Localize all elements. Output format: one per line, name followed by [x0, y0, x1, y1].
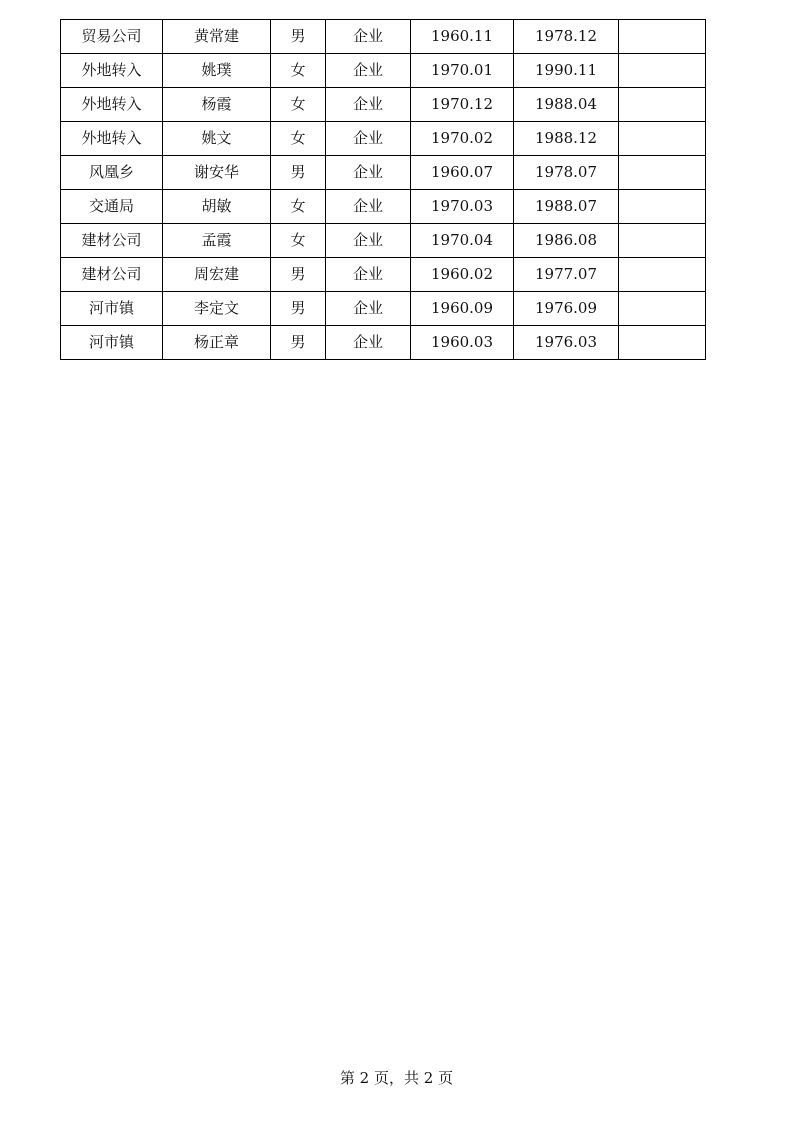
gender-cell: 男 [271, 258, 326, 292]
page-footer: 第 2 页，共 2 页 [339, 1069, 454, 1087]
category-cell: 企业 [326, 88, 411, 122]
work-date-cell: 1978.12 [514, 20, 619, 54]
unit-cell: 河市镇 [61, 326, 163, 360]
birth-date-cell: 1960.02 [411, 258, 514, 292]
remarks-cell [619, 292, 706, 326]
gender-cell: 女 [271, 122, 326, 156]
table-row [61, 122, 706, 156]
name-cell: 姚文 [163, 122, 271, 156]
birth-date-cell: 1970.03 [411, 190, 514, 224]
gender-cell: 男 [271, 292, 326, 326]
unit-cell: 建材公司 [61, 224, 163, 258]
birth-date-cell: 1970.12 [411, 88, 514, 122]
name-cell: 孟霞 [163, 224, 271, 258]
remarks-cell [619, 54, 706, 88]
name-cell: 周宏建 [163, 258, 271, 292]
remarks-cell [619, 88, 706, 122]
category-cell: 企业 [326, 156, 411, 190]
name-cell: 杨正章 [163, 326, 271, 360]
unit-cell: 外地转入 [61, 122, 163, 156]
gender-cell: 女 [271, 88, 326, 122]
table-row [61, 258, 706, 292]
work-date-cell: 1976.09 [514, 292, 619, 326]
unit-cell: 交通局 [61, 190, 163, 224]
category-cell: 企业 [326, 292, 411, 326]
unit-cell: 外地转入 [61, 54, 163, 88]
birth-date-cell: 1960.11 [411, 20, 514, 54]
unit-cell: 河市镇 [61, 292, 163, 326]
gender-cell: 男 [271, 326, 326, 360]
work-date-cell: 1988.04 [514, 88, 619, 122]
remarks-cell [619, 156, 706, 190]
gender-cell: 男 [271, 156, 326, 190]
remarks-cell [619, 190, 706, 224]
unit-cell: 建材公司 [61, 258, 163, 292]
birth-date-cell: 1960.03 [411, 326, 514, 360]
work-date-cell: 1986.08 [514, 224, 619, 258]
birth-date-cell: 1960.07 [411, 156, 514, 190]
unit-cell: 外地转入 [61, 88, 163, 122]
table-row [61, 156, 706, 190]
work-date-cell: 1988.12 [514, 122, 619, 156]
unit-cell: 贸易公司 [61, 20, 163, 54]
work-date-cell: 1978.07 [514, 156, 619, 190]
table-row [61, 190, 706, 224]
gender-cell: 男 [271, 20, 326, 54]
work-date-cell: 1976.03 [514, 326, 619, 360]
table-row [61, 20, 706, 54]
remarks-cell [619, 326, 706, 360]
remarks-cell [619, 224, 706, 258]
name-cell: 杨霞 [163, 88, 271, 122]
records-table-body [61, 20, 706, 360]
birth-date-cell: 1970.04 [411, 224, 514, 258]
unit-cell: 风凰乡 [61, 156, 163, 190]
category-cell: 企业 [326, 54, 411, 88]
table-row [61, 326, 706, 360]
remarks-cell [619, 20, 706, 54]
gender-cell: 女 [271, 190, 326, 224]
birth-date-cell: 1960.09 [411, 292, 514, 326]
work-date-cell: 1977.07 [514, 258, 619, 292]
work-date-cell: 1990.11 [514, 54, 619, 88]
category-cell: 企业 [326, 20, 411, 54]
table-row [61, 88, 706, 122]
name-cell: 黄常建 [163, 20, 271, 54]
work-date-cell: 1988.07 [514, 190, 619, 224]
remarks-cell [619, 258, 706, 292]
table-row [61, 292, 706, 326]
name-cell: 胡敏 [163, 190, 271, 224]
gender-cell: 女 [271, 54, 326, 88]
category-cell: 企业 [326, 326, 411, 360]
category-cell: 企业 [326, 258, 411, 292]
table-row [61, 54, 706, 88]
name-cell: 李定文 [163, 292, 271, 326]
category-cell: 企业 [326, 190, 411, 224]
birth-date-cell: 1970.01 [411, 54, 514, 88]
name-cell: 谢安华 [163, 156, 271, 190]
category-cell: 企业 [326, 224, 411, 258]
birth-date-cell: 1970.02 [411, 122, 514, 156]
category-cell: 企业 [326, 122, 411, 156]
table-row [61, 224, 706, 258]
gender-cell: 女 [271, 224, 326, 258]
remarks-cell [619, 122, 706, 156]
name-cell: 姚璞 [163, 54, 271, 88]
records-table [60, 19, 706, 360]
